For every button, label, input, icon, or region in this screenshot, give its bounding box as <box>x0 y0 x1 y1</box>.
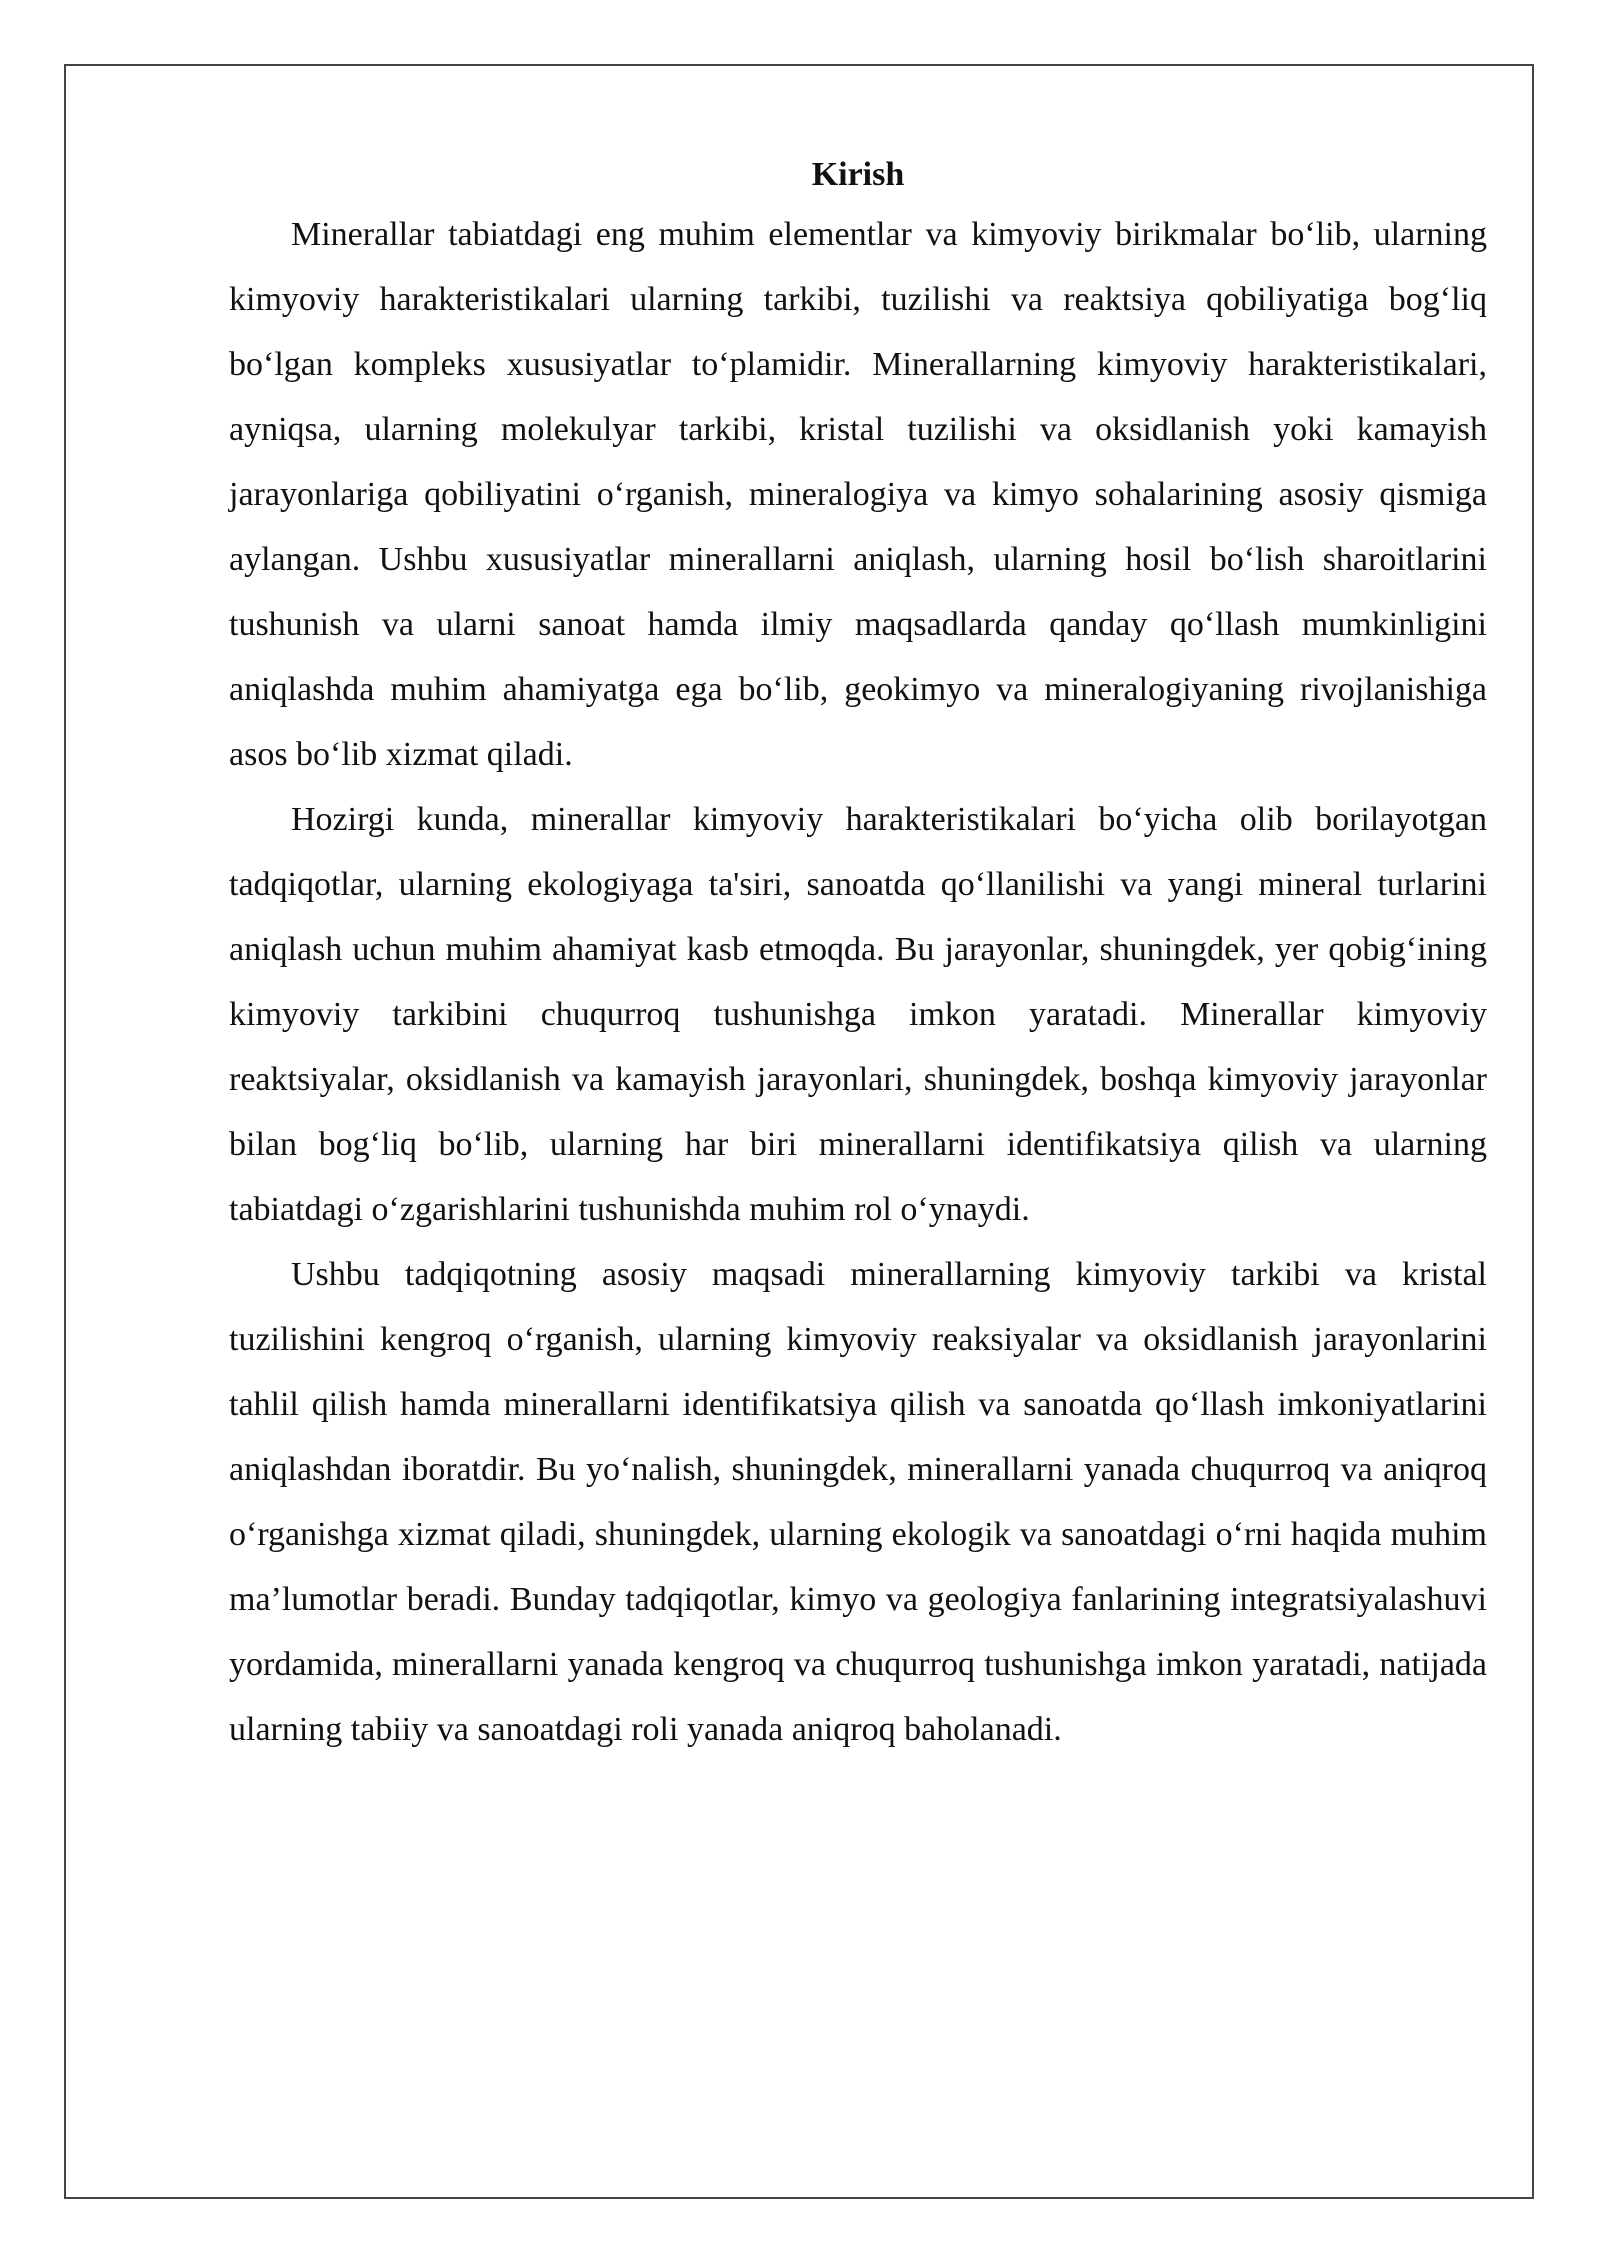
paragraph: Minerallar tabiatdagi eng muhim elementlar va kimyoviy birikmalar bo‘lib, ularning kimyoviy harakteristikalari ularning tarkibi, tuzilishi va reaktsiya qobiliyatiga bog‘liq bo‘lgan kompleks xususiyatlar to‘plamidir. Minerallarning kimyoviy harakteristikalari, ayniqsa, ularning molekulyar tarkibi, kristal tuzilishi va oksidlanish yoki kamayish jarayonlariga qobiliyatini o‘rganish, mineralogiya va kimyo sohalarining asosiy qismiga aylangan. Ushbu xususiyatlar minerallarni aniqlash, ularning hosil bo‘lish sharoitlarini tushunish va ularni sanoat hamda ilmiy maqsadlarda qanday qo‘llash mumkinligini aniqlashda muhim ahamiyatga ega bo‘lib, geokimyo va mineralogiyaning rivojlanishiga asos bo‘lib xizmat qiladi. <box>229 216 1487 773</box>
document-title: Kirish <box>811 156 905 193</box>
paragraph: Ushbu tadqiqotning asosiy maqsadi minerallarning kimyoviy tarkibi va kristal tuzilishini kengroq o‘rganish, ularning kimyoviy reaksiyalar va oksidlanish jarayonlarini tahlil qilish hamda minerallarni identifikatsiya qilish va sanoatda qo‘llash imkoniyatlarini aniqlashdan iboratdir. Bu yo‘nalish, shuningdek, minerallarni yanada chuqurroq va aniqroq o‘rganishga xizmat qiladi, shuningdek, ularning ekologik va sanoatdagi o‘rni haqida muhim ma’lumotlar beradi. Bunday tadqiqotlar, kimyo va geologiya fanlarining integratsiyalashuvi yordamida, minerallarni yanada kengroq va chuqurroq tushunishga imkon yaratadi, natijada ularning tabiiy va sanoatdagi roli yanada aniqroq baholanadi. <box>229 1256 1487 1748</box>
document-body <box>229 148 1487 1762</box>
paragraph: Hozirgi kunda, minerallar kimyoviy harakteristikalari bo‘yicha olib borilayotgan tadqiqotlar, ularning ekologiyaga ta'siri, sanoatda qo‘llanilishi va yangi mineral turlarini aniqlash uchun muhim ahamiyat kasb etmoqda. Bu jarayonlar, shuningdek, yer qobig‘ining kimyoviy tarkibini chuqurroq tushunishga imkon yaratadi. Minerallar kimyoviy reaktsiyalar, oksidlanish va kamayish jarayonlari, shuningdek, boshqa kimyoviy jarayonlar bilan bog‘liq bo‘lib, ularning har biri minerallarni identifikatsiya qilish va ularning tabiatdagi o‘zgarishlarini tushunishda muhim rol o‘ynaydi. <box>229 801 1487 1228</box>
